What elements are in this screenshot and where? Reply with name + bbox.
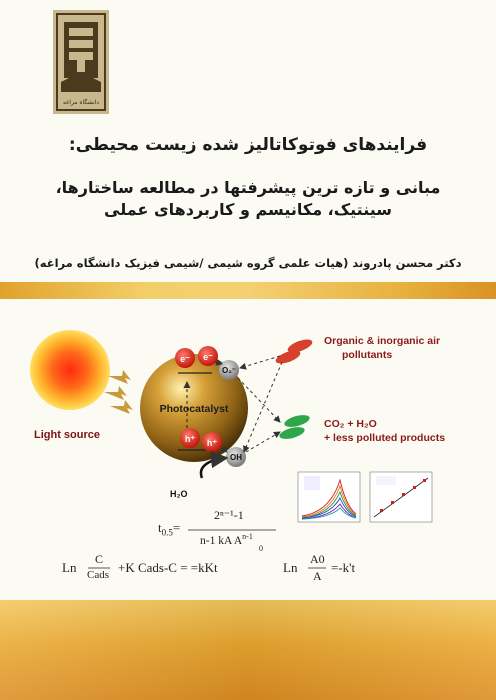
half-life-denominator: n-1 kA $A^{n-1}$ <box>200 532 253 547</box>
fo-frac-num: A0 <box>310 552 325 566</box>
university-logo-icon <box>53 10 109 114</box>
fo-ln: Ln <box>283 560 298 575</box>
title-line-1: فرایندهای فوتوکاتالیز شده زیست محیطی: <box>68 135 428 155</box>
sun-icon <box>30 330 110 410</box>
title-line-2: مبانی و تازه ترین پیشرفتها در مطالعه ساختارها، <box>55 178 441 197</box>
product-ellipse <box>283 413 311 429</box>
products-line-2: + less polluted products <box>324 432 446 444</box>
water-arrow-icon <box>201 458 226 478</box>
gold-band-top <box>0 282 496 299</box>
lh-frac-num: C <box>95 552 104 566</box>
water-label: H₂O <box>170 489 188 499</box>
lh-frac-den: Cads <box>87 569 109 581</box>
svg-text:e⁻: e⁻ <box>180 354 190 364</box>
svg-text:O₂⁻: O₂⁻ <box>222 366 236 375</box>
svg-text:OH: OH <box>230 453 242 462</box>
pollutants-line-1: Organic & inorganic air <box>324 335 441 347</box>
author-line: دکتر محسن پادروند (هیات علمی گروه شیمی /شیمی فیزیک دانشگاه مراغه) <box>34 256 462 270</box>
products-line-1: CO₂ + H₂O <box>324 418 377 430</box>
fo-frac-den: A <box>313 569 322 583</box>
title-line-3: سینتیک، مکانیسم و کاربردهای عملی <box>104 200 392 219</box>
svg-text:h⁺: h⁺ <box>184 434 196 444</box>
lh-rest: +K Cads-C = =kKt <box>118 560 218 575</box>
photocatalysis-diagram <box>0 300 496 600</box>
mini-spectrum-chart <box>298 472 360 522</box>
gold-band-bottom <box>0 600 496 700</box>
photocatalyst-label: Photocatalyst <box>159 403 229 415</box>
half-life-equation: $t_{0.5}=$ <box>158 520 181 538</box>
lh-ln: Ln <box>62 560 77 575</box>
svg-text:h⁺: h⁺ <box>206 438 218 448</box>
pollutants-line-2: pollutants <box>342 349 393 361</box>
fo-rest: =-k't <box>331 560 356 575</box>
half-life-numerator: 2ⁿ⁻¹-1 <box>214 508 244 522</box>
product-ellipse <box>278 425 306 441</box>
logo-text: دانشگاه مراغه <box>62 99 100 106</box>
mini-linear-fit-chart <box>370 472 432 522</box>
light-source-label: Light source <box>34 429 101 441</box>
products-label <box>324 417 445 445</box>
svg-text:e⁻: e⁻ <box>203 352 213 362</box>
pollutants-label <box>324 334 440 362</box>
half-life-den-subscript: 0 <box>259 544 263 553</box>
